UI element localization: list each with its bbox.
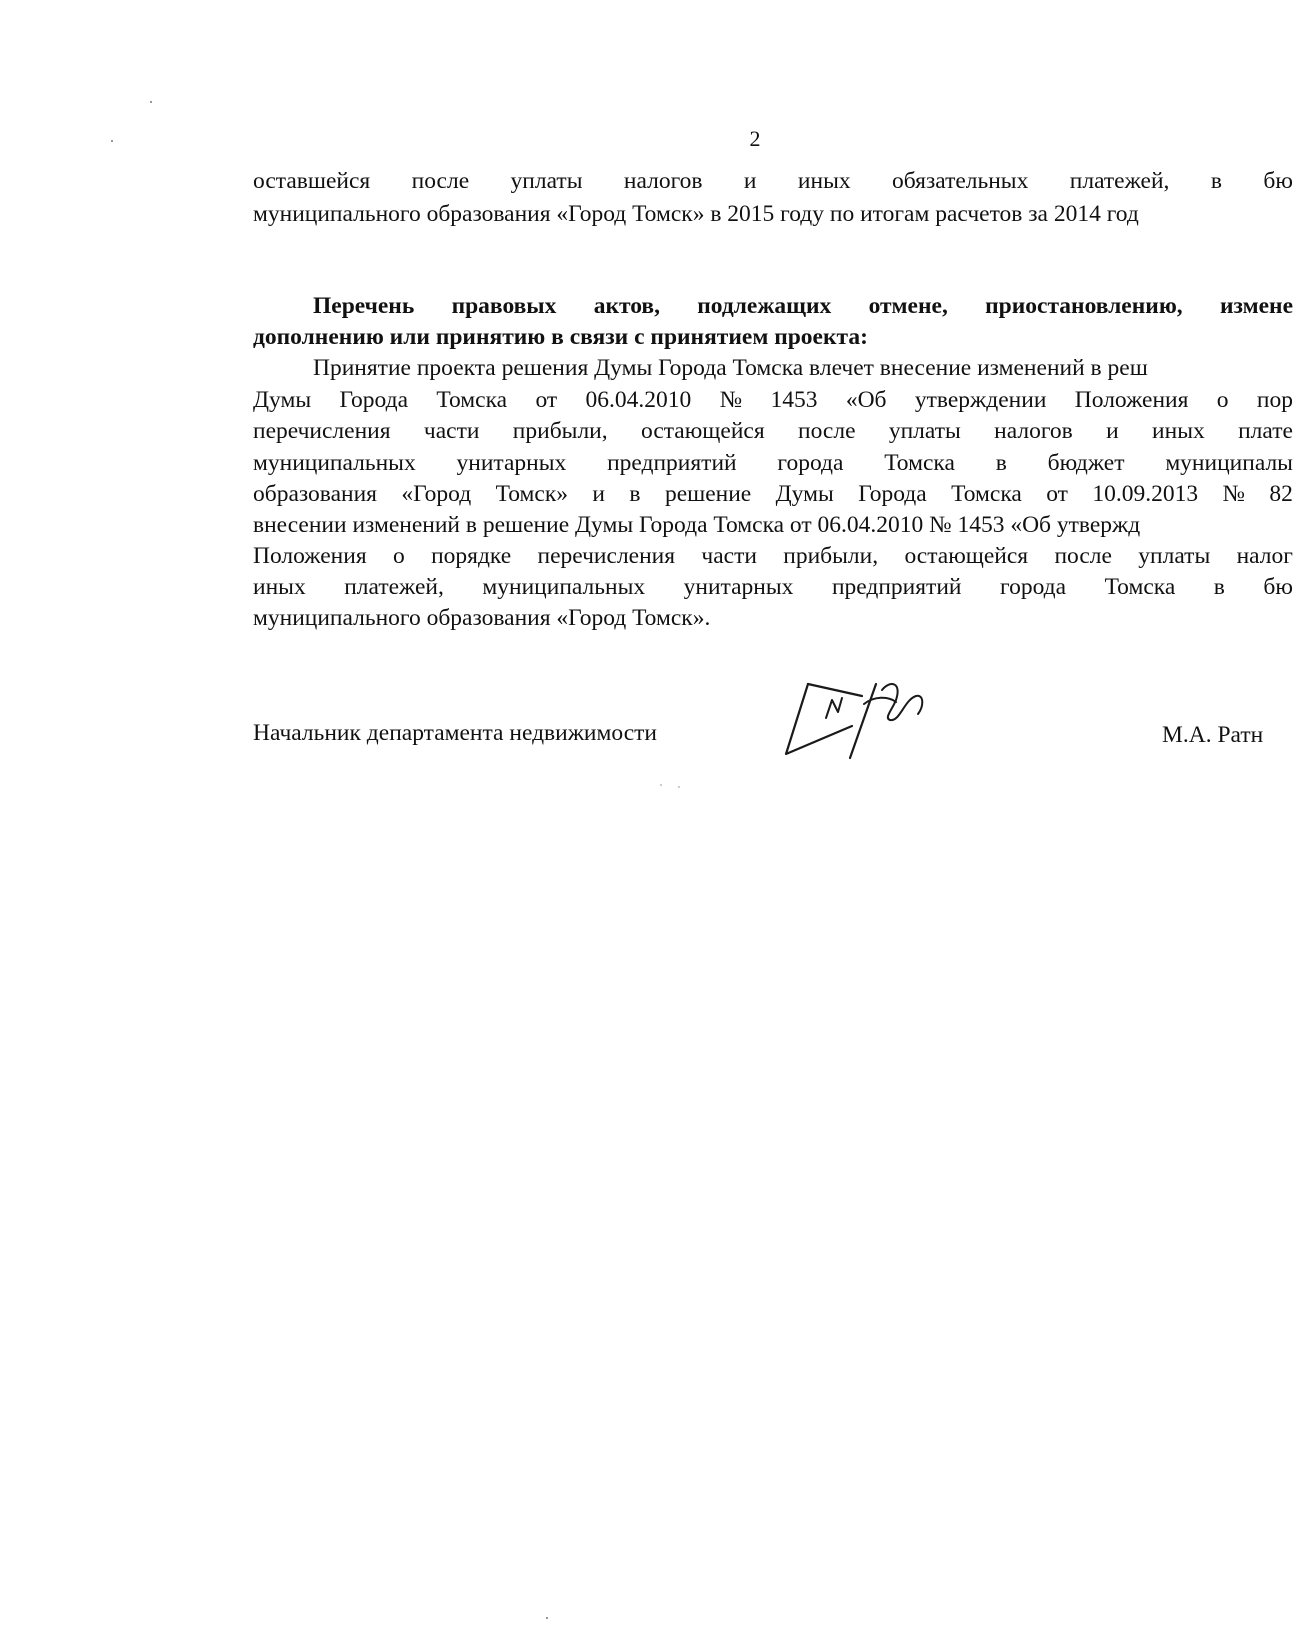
word: измене bbox=[1219, 293, 1293, 319]
word: после bbox=[798, 418, 856, 444]
continuation-line-2: муниципального образования «Город Томск» в 2015 году по итогам расчетов за 2014 год bbox=[253, 201, 1139, 227]
word: Перечень bbox=[313, 293, 415, 319]
word: 10.09.2013 bbox=[1092, 481, 1199, 507]
word: 82 bbox=[1269, 481, 1293, 507]
word: Томска bbox=[884, 450, 955, 476]
word: «Город bbox=[401, 481, 472, 507]
word: прибыли, bbox=[783, 543, 879, 569]
paragraph-line-6: внесении изменений в решение Думы Города Томска от 06.04.2010 № 1453 «Об утвержд bbox=[253, 512, 1141, 538]
word: после bbox=[411, 168, 470, 194]
word: налогов bbox=[623, 168, 703, 194]
word: и bbox=[1106, 418, 1119, 444]
word: платежей, bbox=[344, 574, 444, 600]
scan-speck bbox=[150, 101, 152, 103]
word: актов, bbox=[593, 293, 660, 319]
word: 06.04.2010 bbox=[585, 387, 692, 413]
word: бю bbox=[1263, 168, 1293, 194]
word: после bbox=[1054, 543, 1112, 569]
scan-speck bbox=[678, 786, 680, 788]
word: иных bbox=[253, 574, 306, 600]
word: части bbox=[423, 418, 480, 444]
word: порядке bbox=[431, 543, 512, 569]
word: № bbox=[719, 387, 743, 413]
word: в bbox=[1210, 168, 1222, 194]
word: приостановлению, bbox=[985, 293, 1183, 319]
word: Думы bbox=[775, 481, 834, 507]
word: бю bbox=[1263, 574, 1293, 600]
word: Города bbox=[339, 387, 408, 413]
word: унитарных bbox=[683, 574, 794, 600]
word: иных bbox=[797, 168, 851, 194]
word: иных bbox=[1152, 418, 1205, 444]
word: решение bbox=[664, 481, 752, 507]
continuation-line-1 bbox=[253, 166, 1293, 196]
handwritten-signature bbox=[778, 666, 968, 766]
word: обязательных bbox=[892, 168, 1029, 194]
word: платежей, bbox=[1069, 168, 1170, 194]
word: унитарных bbox=[456, 450, 567, 476]
paragraph-line-1: Принятие проекта решения Думы Города Томска влечет внесение изменений в реш bbox=[313, 355, 1148, 381]
word: налогов bbox=[994, 418, 1073, 444]
word: правовых bbox=[451, 293, 557, 319]
paragraph-line-3 bbox=[253, 416, 1293, 446]
paragraph-line-2 bbox=[253, 385, 1293, 415]
word: 1453 bbox=[770, 387, 818, 413]
word: отмене, bbox=[868, 293, 948, 319]
word: № bbox=[1222, 481, 1245, 507]
word: Томска bbox=[1104, 574, 1176, 600]
word: подлежащих bbox=[697, 293, 832, 319]
word: города bbox=[777, 450, 844, 476]
word: утверждении bbox=[914, 387, 1047, 413]
word: уплаты bbox=[888, 418, 961, 444]
section-heading-line-1 bbox=[313, 291, 1293, 321]
scan-speck bbox=[660, 784, 662, 786]
word: предприятий bbox=[831, 574, 962, 600]
word: плате bbox=[1238, 418, 1293, 444]
word: уплаты bbox=[510, 168, 583, 194]
word: образования bbox=[253, 481, 377, 507]
word: части bbox=[701, 543, 757, 569]
scan-speck bbox=[546, 1617, 548, 1619]
word: бюджет bbox=[1047, 450, 1125, 476]
paragraph-line-5 bbox=[253, 479, 1293, 509]
paragraph-line-9: муниципального образования «Город Томск». bbox=[253, 605, 711, 631]
word: о bbox=[1216, 387, 1229, 413]
word: Города bbox=[858, 481, 927, 507]
word: муниципальных bbox=[253, 450, 416, 476]
word: налог bbox=[1236, 543, 1293, 569]
word: оставшейся bbox=[253, 168, 371, 194]
paragraph-line-4 bbox=[253, 448, 1293, 478]
word: в bbox=[995, 450, 1007, 476]
word: Положения bbox=[1074, 387, 1189, 413]
word: «Об bbox=[845, 387, 887, 413]
word: в bbox=[629, 481, 641, 507]
scan-speck bbox=[111, 140, 113, 142]
word: муниципалы bbox=[1165, 450, 1293, 476]
word: перечисления bbox=[253, 418, 391, 444]
word: в bbox=[1213, 574, 1225, 600]
word: Томск» bbox=[495, 481, 568, 507]
signatory-title: Начальник департамента недвижимости bbox=[253, 720, 657, 746]
word: муниципальных bbox=[482, 574, 646, 600]
signatory-name: М.А. Ратн bbox=[1162, 722, 1264, 748]
word: остающейся bbox=[904, 543, 1029, 569]
word: прибыли, bbox=[512, 418, 608, 444]
word: перечисления bbox=[537, 543, 676, 569]
word: города bbox=[1000, 574, 1067, 600]
word: от bbox=[1046, 481, 1068, 507]
section-heading-line-2: дополнению или принятию в связи с принятием проекта: bbox=[253, 324, 868, 350]
word: уплаты bbox=[1138, 543, 1211, 569]
word: Томска bbox=[951, 481, 1022, 507]
page-number: 2 bbox=[749, 126, 761, 151]
word: Томска bbox=[436, 387, 508, 413]
word: пор bbox=[1256, 387, 1293, 413]
word: предприятий bbox=[607, 450, 737, 476]
word: и bbox=[743, 168, 757, 194]
word: о bbox=[392, 543, 405, 569]
word: остающейся bbox=[640, 418, 765, 444]
paragraph-line-8 bbox=[253, 572, 1293, 602]
word: Думы bbox=[253, 387, 312, 413]
paragraph-line-7 bbox=[253, 541, 1293, 571]
word: и bbox=[592, 481, 605, 507]
word: Положения bbox=[253, 543, 367, 569]
word: от bbox=[535, 387, 558, 413]
